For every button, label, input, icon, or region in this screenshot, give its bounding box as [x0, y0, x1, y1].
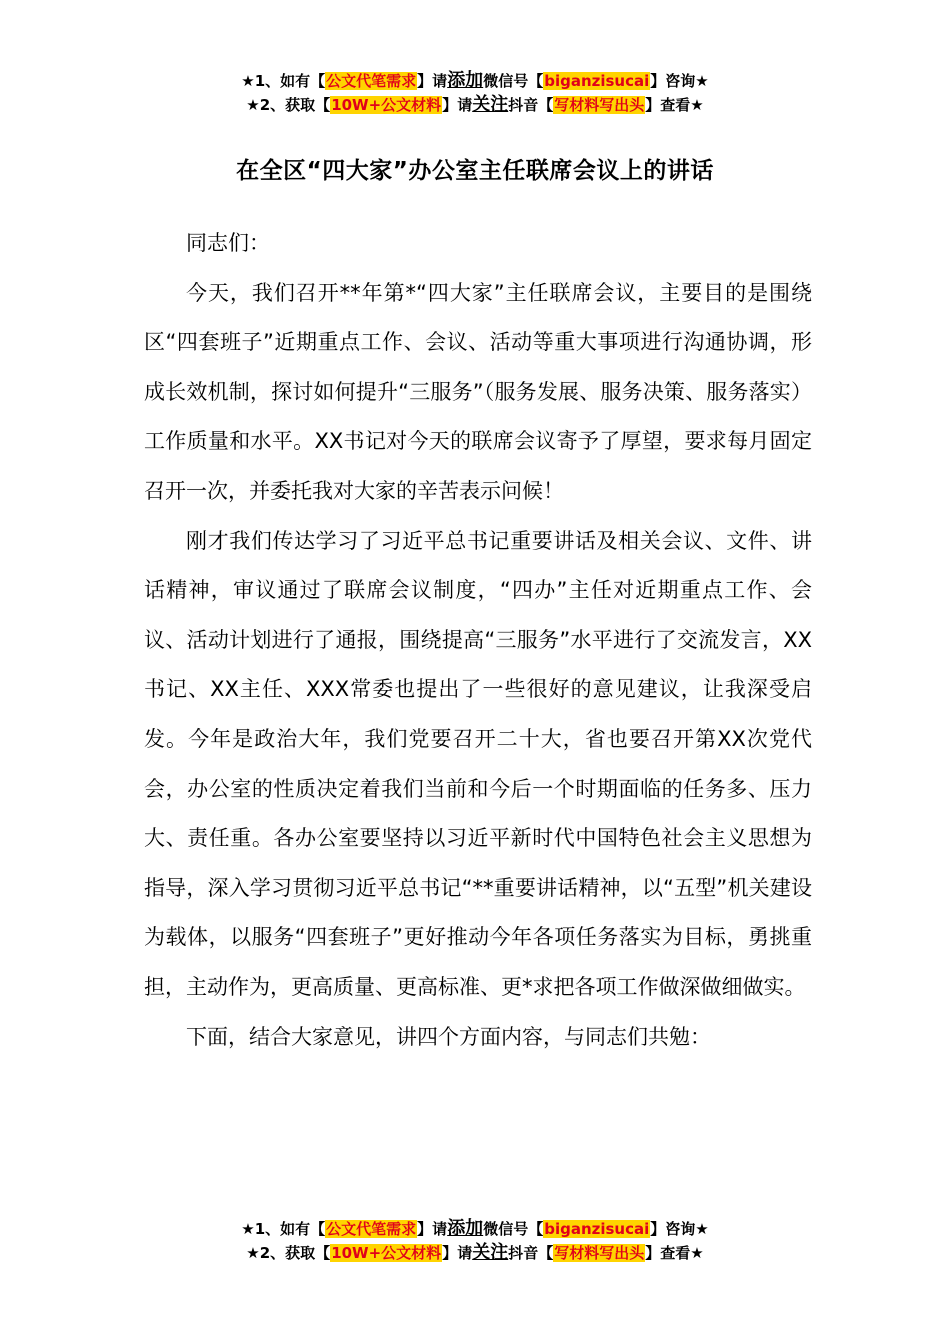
document-title: 在全区“四大家”办公室主任联席会议上的讲话 [236, 158, 714, 184]
paragraph: 刚才我们传达学习了习近平总书记重要讲话及相关会议、文件、讲话精神，审议通过了联席会议制度，“四办”主任对近期重点工作、会议、活动计划进行了通报，围绕提高“三服务”水平进行了交流发言，XX书记、XX主任、XXX常委也提出了一些很好的意见建议，让我深受启发。今年是政治大年，我们党要召开二十大，省也要召开第XX次党代会，办公室的性质决定着我们当前和今后一个时期面临的任务多、压力大、责任重。各办公室要坚持以习近平新时代中国特色社会主义思想为指导，深入学习贯彻习近平总书记“**重要讲话精神，以“五型”机关建设为载体，以服务“四套班子”更好推动今年各项任务落实为目标，勇挑重担，主动作为，更高质量、更高标准、更*求把各项工作做深做细做实。 [144, 528, 812, 999]
highlight-materials: 10W+公文材料 [331, 96, 442, 114]
header-banner [0, 69, 950, 117]
highlight-ghostwriting: 公文代笔需求 [326, 72, 417, 90]
salutation: 同志们： [186, 231, 270, 255]
paragraph: 下面，结合大家意见，讲四个方面内容，与同志们共勉： [186, 1024, 711, 1049]
footer-banner [0, 1217, 950, 1265]
highlight-ghostwriting: 公文代笔需求 [326, 1220, 417, 1238]
document-body [144, 219, 812, 1062]
highlight-materials: 10W+公文材料 [331, 1244, 442, 1262]
highlight-douyin: 写材料写出头 [554, 1244, 645, 1262]
paragraph: 今天，我们召开**年第*“四大家”主任联席会议，主要目的是围绕区“四套班子”近期重点工作、会议、活动等重大事项进行沟通协调，形成长效机制，探讨如何提升“三服务”（服务发展、服务决策、服务落实）工作质量和水平。XX书记对今天的联席会议寄予了厚望，要求每月固定召开一次，并委托我对大家的辛苦表示问候！ [144, 280, 812, 503]
highlight-wechat-id: biganzisucai [544, 72, 650, 90]
banner-line-2: ★2、获取【10W+公文材料】请关注抖音【写材料写出头】查看★ [246, 1242, 704, 1263]
banner-line-2: ★2、获取【10W+公文材料】请关注抖音【写材料写出头】查看★ [246, 94, 704, 115]
highlight-douyin: 写材料写出头 [554, 96, 645, 114]
banner-line-1: ★1、如有【公文代笔需求】请添加微信号【biganzisucai】咨询★ [241, 1218, 709, 1239]
highlight-wechat-id: biganzisucai [544, 1220, 650, 1238]
banner-line-1: ★1、如有【公文代笔需求】请添加微信号【biganzisucai】咨询★ [241, 70, 709, 91]
